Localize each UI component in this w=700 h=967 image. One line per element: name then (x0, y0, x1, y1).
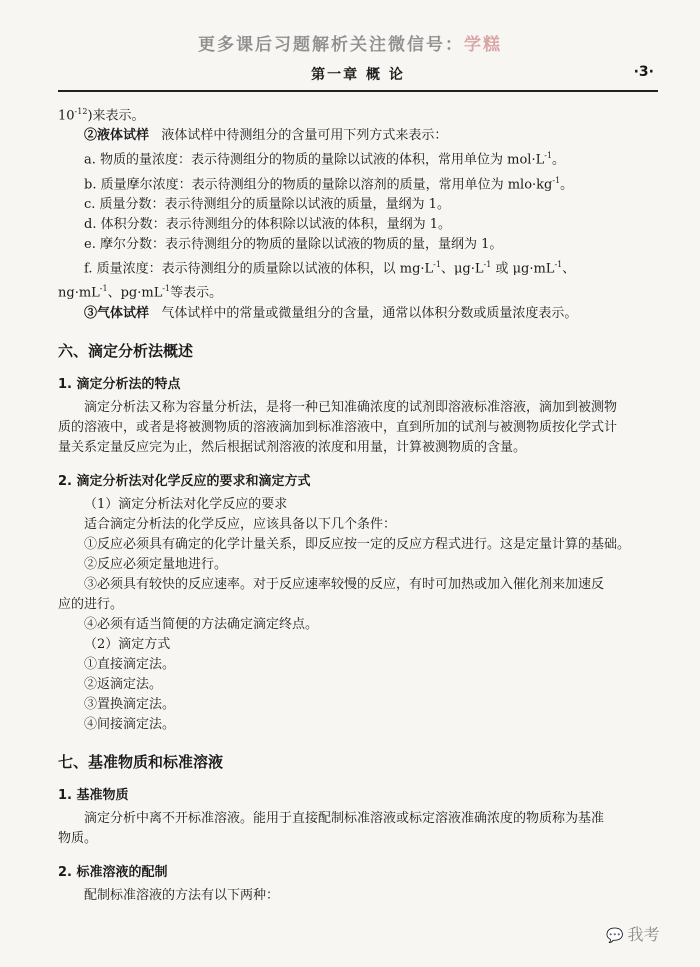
l0-rest: )来表示。 (87, 108, 145, 124)
s6-2-l3: ①反应必须具有确定的化学计量关系，即反应按一定的反应方程式进行。这是定量计算的基础。 (84, 536, 631, 552)
f2-sup1: -1 (99, 284, 108, 294)
page-number: ·3· (633, 64, 654, 80)
gas-title: ③气体试样 (84, 305, 150, 321)
s7-2-l1: 配制标准溶液的方法有以下两种： (84, 887, 280, 903)
item-c: c. 质量分数：表示待测组分的质量除以试液的质量，量纲为 1。 (84, 196, 450, 212)
s6-2-l9: ①直接滴定法。 (84, 656, 176, 672)
chapter-title: 第一章 概 论 (311, 67, 405, 83)
item-a-end: 。 (552, 152, 566, 168)
s6-2-l8: （2）滴定方式 (84, 636, 171, 652)
page-header (58, 62, 658, 92)
s6-2-l5: ③必须具有较快的反应速率。对于反应速率较慢的反应，有时可加热或加入催化剂来加速反 (84, 576, 605, 592)
s6-2-l4: ②反应必须定量地进行。 (84, 556, 228, 572)
s7-1-p2: 物质。 (58, 830, 98, 846)
item-a-text: a. 物质的量浓度：表示待测组分的物质的量除以试液的体积，常用单位为 mol·L (84, 152, 545, 168)
f1-sup1: -1 (433, 259, 441, 269)
badge-text: 我考 (627, 925, 660, 944)
f2-mid2: 等表示。 (170, 285, 223, 301)
item-f-line2 (58, 279, 663, 303)
item-b (58, 171, 663, 195)
item-e: e. 摩尔分数：表示待测组分的物质的量除以试液的物质的量，量纲为 1。 (84, 236, 503, 252)
s6-2-l11: ③置换滴定法。 (84, 696, 176, 712)
l0-sup: -12 (74, 107, 88, 116)
section-7-1-title: 1. 基准物质 (58, 787, 129, 803)
item-f-line1 (58, 255, 663, 279)
item-b-text: b. 质量摩尔浓度：表示待测组分的物质的量除以溶剂的质量，常用单位为 mlo·kg (84, 176, 553, 192)
section-7-title: 七、基准物质和标准溶液 (58, 752, 224, 771)
f2-sup2: -1 (162, 284, 171, 294)
s6-1-p2: 质的溶液中，或者是将被测物质的溶液滴加到标准溶液中，直到所加的试剂与被测物质按化学式计 (58, 419, 618, 435)
item-d: d. 体积分数：表示待测组分的体积除以试液的体积，量纲为 1。 (84, 216, 451, 232)
s6-2-l6: 应的进行。 (58, 596, 124, 612)
gas-sample-line (58, 304, 663, 324)
watermark (0, 30, 700, 55)
f1-mid1: 、μg·L (440, 261, 484, 277)
section-6-2-title: 2. 滴定分析法对化学反应的要求和滴定方式 (58, 473, 311, 489)
item-b-sup: -1 (552, 175, 561, 185)
item-a-sup: -1 (544, 151, 553, 161)
s7-1-p1: 滴定分析中离不开标准溶液。能用于直接配制标准溶液或标定溶液准确浓度的物质称为基准 (84, 810, 605, 826)
s6-1-p3: 量关系定量反应完为止，然后根据试剂溶液的浓度和用量，计算被测物质的含量。 (58, 439, 527, 455)
section-6-1-title: 1. 滴定分析法的特点 (58, 376, 181, 392)
item-a (58, 146, 663, 170)
liquid-desc: 液体试样中待测组分的含量可用下列方式来表示： (161, 128, 448, 144)
s6-2-l10: ②返滴定法。 (84, 676, 163, 692)
gas-desc: 气体试样中的常量或微量组分的含量，通常以体积分数或质量浓度表示。 (161, 305, 578, 321)
chat-bubble-icon: 💬 (606, 928, 624, 944)
item-b-end: 。 (560, 176, 574, 192)
f1-mid2: 或 μg·mL (491, 261, 555, 277)
f2-mid1: 、pg·mL (107, 285, 163, 301)
s6-1-p1: 滴定分析法又称为容量分析法，是将一种已知准确浓度的试剂即溶液标准溶液，滴加到被测物 (84, 399, 618, 415)
s6-2-l12: ④间接滴定法。 (84, 716, 176, 732)
s6-2-l1: （1）滴定分析法对化学反应的要求 (84, 496, 288, 512)
f1-text: f. 质量浓度：表示待测组分的质量除以试液的体积，以 mg·L (84, 261, 434, 277)
liquid-title: ②液体试样 (84, 128, 150, 144)
watermark-text: 更多课后习题解析关注微信号： (198, 35, 464, 55)
section-6-title: 六、滴定分析法概述 (58, 341, 194, 360)
continued-line (58, 102, 663, 126)
s6-2-l2: 适合滴定分析法的化学反应，应该具备以下几个条件： (84, 516, 397, 532)
f1-sup3: -1 (554, 259, 563, 269)
f1-mid3: 、 (562, 261, 576, 277)
page-body (58, 102, 663, 906)
l0-text: 10 (58, 108, 75, 124)
source-badge (606, 922, 659, 945)
section-7-2-title: 2. 标准溶液的配制 (58, 864, 168, 880)
f2-text: ng·mL (58, 285, 100, 301)
watermark-accent: 学糕 (464, 35, 502, 55)
liquid-sample-line (58, 126, 663, 146)
s6-2-l7: ④必须有适当简便的方法确定滴定终点。 (84, 616, 319, 632)
f1-sup2: -1 (483, 259, 492, 269)
